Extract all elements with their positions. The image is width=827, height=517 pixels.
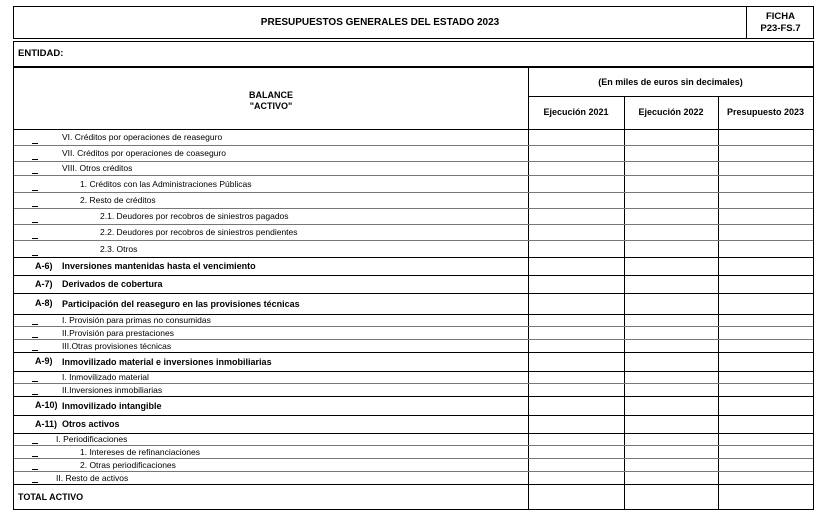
row-label: 2. Otras periodificaciones <box>80 459 176 470</box>
value-cell-2021[interactable] <box>528 293 624 314</box>
value-cell-2022[interactable] <box>624 208 718 224</box>
value-cell-2022[interactable] <box>624 371 718 383</box>
value-cell-2023[interactable] <box>718 192 813 208</box>
row-code: A-7) <box>35 278 53 289</box>
value-cell-2021[interactable] <box>528 314 624 326</box>
row-tick <box>32 143 38 144</box>
value-cell-2023[interactable] <box>718 275 813 293</box>
ficha-box <box>746 7 814 38</box>
value-cell-2022[interactable] <box>624 129 718 145</box>
value-cell-2023[interactable] <box>718 383 813 396</box>
row-tick <box>32 173 38 174</box>
value-cell-2022[interactable] <box>624 240 718 257</box>
column-header-2023: Presupuesto 2023 <box>726 107 805 117</box>
row-label: I. Inmovilizado material <box>62 372 149 382</box>
row-tick <box>32 350 38 351</box>
value-cell-2021[interactable] <box>528 484 624 509</box>
row-label: 2.1. Deudores por recobros de siniestros pagados <box>100 211 289 221</box>
value-cell-2022[interactable] <box>624 445 718 458</box>
header-divider <box>528 96 813 97</box>
balance-subtitle: "ACTIVO" <box>249 101 293 111</box>
entity-label: ENTIDAD: <box>18 48 64 59</box>
value-cell-2021[interactable] <box>528 145 624 161</box>
value-cell-2021[interactable] <box>528 326 624 339</box>
row-label: 2. Resto de créditos <box>80 195 156 205</box>
row-label: Inmovilizado intangible <box>62 400 162 411</box>
value-cell-2023[interactable] <box>718 145 813 161</box>
value-cell-2021[interactable] <box>528 458 624 471</box>
value-cell-2022[interactable] <box>624 257 718 275</box>
row-label: I. Provisión para primas no consumidas <box>62 315 211 325</box>
value-cell-2021[interactable] <box>528 275 624 293</box>
value-cell-2023[interactable] <box>718 257 813 275</box>
row-tick <box>32 324 38 325</box>
row-label: 1. Créditos con las Administraciones Públicas <box>80 178 252 189</box>
units-note: (En miles de euros sin decimales) <box>598 77 743 87</box>
row-tick <box>32 255 38 256</box>
value-cell-2021[interactable] <box>528 192 624 208</box>
row-code: A-9) <box>35 356 53 366</box>
value-cell-2023[interactable] <box>718 352 813 371</box>
form-header <box>13 6 814 39</box>
value-cell-2022[interactable] <box>624 326 718 339</box>
value-cell-2022[interactable] <box>624 458 718 471</box>
row-label: 2.3. Otros <box>100 243 138 254</box>
value-cell-2023[interactable] <box>718 471 813 484</box>
value-cell-2022[interactable] <box>624 314 718 326</box>
row-code: A-8) <box>35 298 53 308</box>
row-tick <box>32 190 38 191</box>
value-cell-2021[interactable] <box>528 471 624 484</box>
value-cell-2023[interactable] <box>718 433 813 445</box>
total-activo-label: TOTAL ACTIVO <box>18 491 84 502</box>
row-label: III.Otras provisiones técnicas <box>62 340 172 351</box>
row-tick <box>32 469 38 470</box>
row-code: A-11) <box>35 418 58 429</box>
row-tick <box>32 222 38 223</box>
value-cell-2021[interactable] <box>528 445 624 458</box>
balance-title: BALANCE <box>249 90 293 100</box>
ficha-label: FICHA <box>765 10 796 22</box>
value-cell-2023[interactable] <box>718 129 813 145</box>
value-cell-2021[interactable] <box>528 208 624 224</box>
value-cell-2023[interactable] <box>718 293 813 314</box>
row-tick <box>32 238 38 239</box>
row-label: Otros activos <box>62 419 120 429</box>
balance-table <box>13 67 814 510</box>
value-cell-2021[interactable] <box>528 161 624 175</box>
balance-title-block <box>14 90 528 112</box>
value-cell-2021[interactable] <box>528 129 624 145</box>
row-label: I. Periodificaciones <box>56 434 128 444</box>
value-cell-2021[interactable] <box>528 175 624 192</box>
row-label: 1. Intereses de refinanciaciones <box>80 446 201 457</box>
value-cell-2023[interactable] <box>718 371 813 383</box>
value-cell-2021[interactable] <box>528 371 624 383</box>
value-cell-2022[interactable] <box>624 433 718 445</box>
value-cell-2022[interactable] <box>624 415 718 433</box>
row-code: A-10) <box>35 400 58 410</box>
row-label: II.Inversiones inmobiliarias <box>62 384 163 395</box>
value-cell-2021[interactable] <box>528 396 624 415</box>
row-tick <box>32 337 38 338</box>
row-label: Derivados de cobertura <box>62 279 163 289</box>
row-tick <box>32 381 38 382</box>
value-cell-2022[interactable] <box>624 471 718 484</box>
value-cell-2021[interactable] <box>528 383 624 396</box>
row-tick <box>32 394 38 395</box>
value-cell-2021[interactable] <box>528 257 624 275</box>
value-cell-2023[interactable] <box>718 161 813 175</box>
value-cell-2022[interactable] <box>624 484 718 509</box>
row-tick <box>32 443 38 444</box>
row-tick <box>32 159 38 160</box>
column-header-2022: Ejecución 2022 <box>638 107 704 117</box>
value-cell-2021[interactable] <box>528 240 624 257</box>
value-cell-2021[interactable] <box>528 339 624 352</box>
value-cell-2023[interactable] <box>718 396 813 415</box>
row-tick <box>32 482 38 483</box>
value-cell-2023[interactable] <box>718 458 813 471</box>
value-cell-2023[interactable] <box>718 224 813 240</box>
value-cell-2023[interactable] <box>718 326 813 339</box>
value-cell-2022[interactable] <box>624 145 718 161</box>
row-label: VII. Créditos por operaciones de coaseguro <box>62 148 226 158</box>
value-cell-2023[interactable] <box>718 175 813 192</box>
value-cell-2023[interactable] <box>718 415 813 433</box>
value-cell-2022[interactable] <box>624 175 718 192</box>
value-cell-2022[interactable] <box>624 224 718 240</box>
value-cell-2021[interactable] <box>528 224 624 240</box>
value-cell-2022[interactable] <box>624 383 718 396</box>
row-tick <box>32 206 38 207</box>
value-cell-2021[interactable] <box>528 415 624 433</box>
row-label: Participación del reaseguro en las provisiones técnicas <box>62 298 300 309</box>
row-label: Inmovilizado material e inversiones inmobiliarias <box>62 356 272 367</box>
form-title: PRESUPUESTOS GENERALES DEL ESTADO 2023 <box>260 17 500 28</box>
value-cell-2022[interactable] <box>624 352 718 371</box>
value-cell-2023[interactable] <box>718 314 813 326</box>
ficha-code: P23-FS.7 <box>760 22 801 34</box>
row-label: Inversiones mantenidas hasta el vencimiento <box>62 261 256 271</box>
row-label: VI. Créditos por operaciones de reaseguro <box>62 132 223 142</box>
value-cell-2021[interactable] <box>528 352 624 371</box>
value-cell-2021[interactable] <box>528 433 624 445</box>
row-tick <box>32 456 38 457</box>
value-cell-2023[interactable] <box>718 208 813 224</box>
row-label: II.Provisión para prestaciones <box>62 327 174 338</box>
value-cell-2022[interactable] <box>624 339 718 352</box>
row-code: A-6) <box>35 260 53 271</box>
entity-field[interactable] <box>13 41 814 67</box>
value-cell-2022[interactable] <box>624 192 718 208</box>
value-cell-2022[interactable] <box>624 396 718 415</box>
value-cell-2023[interactable] <box>718 240 813 257</box>
row-label: II. Resto de activos <box>56 472 129 483</box>
value-cell-2022[interactable] <box>624 275 718 293</box>
row-label: VIII. Otros créditos <box>62 163 133 173</box>
value-cell-2022[interactable] <box>624 161 718 175</box>
column-header-2021: Ejecución 2021 <box>543 107 609 117</box>
value-cell-2023[interactable] <box>718 339 813 352</box>
value-cell-2023[interactable] <box>718 445 813 458</box>
row-label: 2.2. Deudores por recobros de siniestros pendientes <box>100 227 298 237</box>
value-cell-2023[interactable] <box>718 484 813 509</box>
value-cell-2022[interactable] <box>624 293 718 314</box>
